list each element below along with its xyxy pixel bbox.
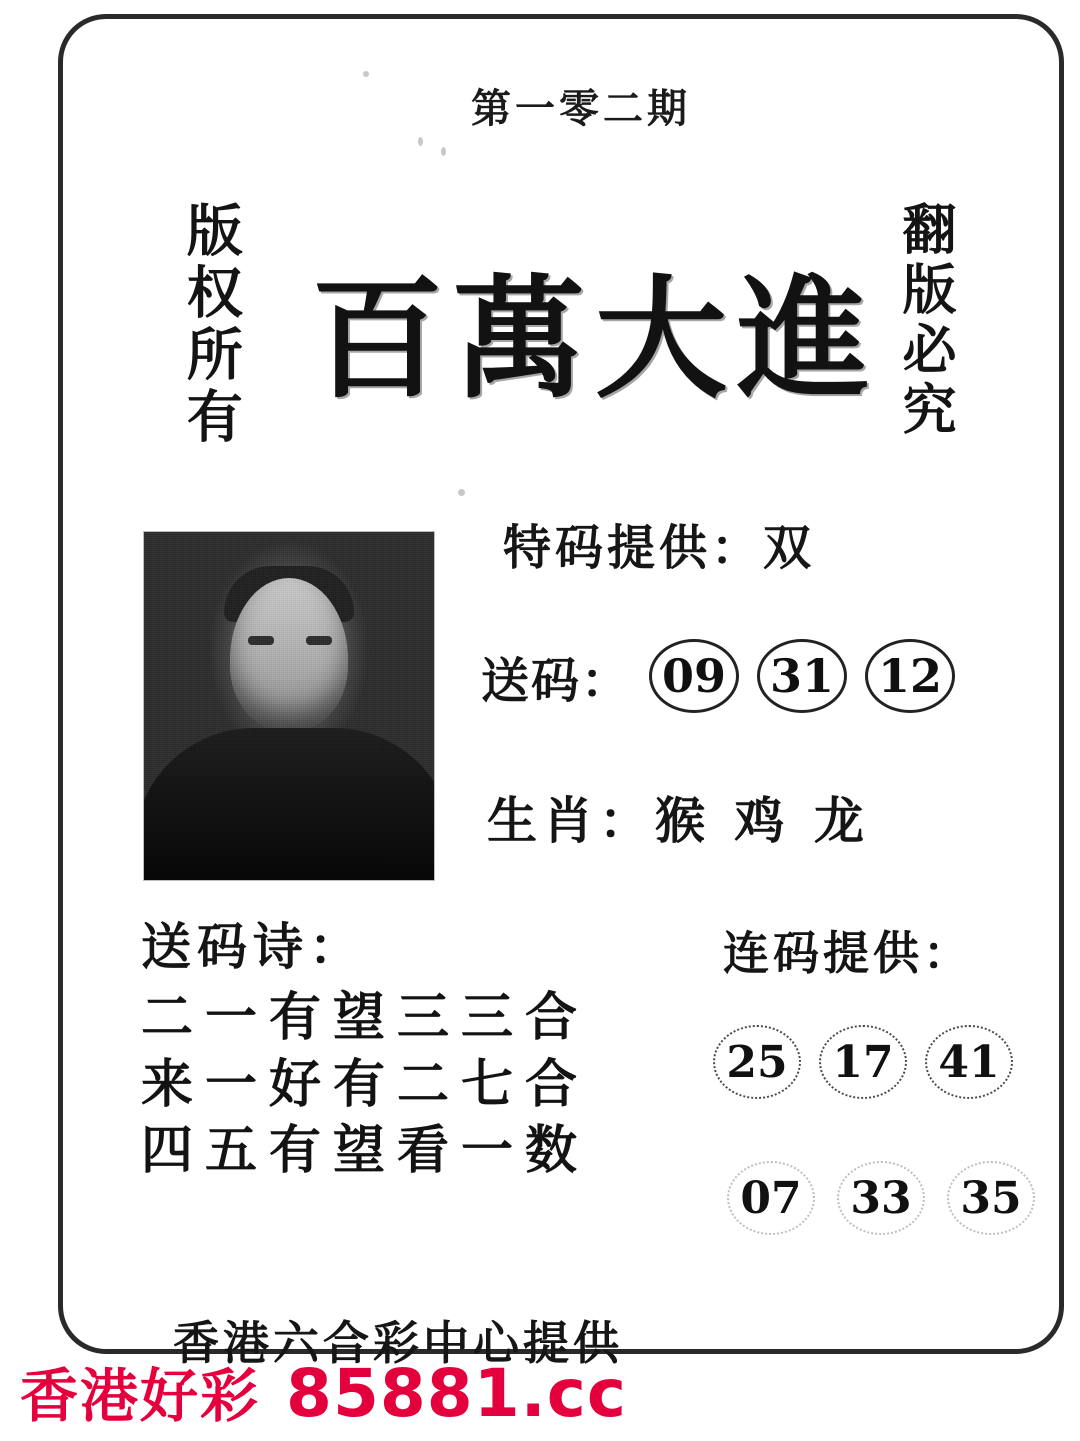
lian-code-block <box>723 917 1080 1235</box>
lian-code-row-2 <box>727 1161 1080 1235</box>
poem-line: 二一有望三三合 <box>141 987 590 1048</box>
poem-line: 四五有望看一数 <box>141 1120 590 1182</box>
scan-speck <box>441 147 446 156</box>
portrait-scan-noise <box>144 532 434 880</box>
watermark <box>20 1349 627 1433</box>
lian-code-title: 连码提供： <box>723 926 973 980</box>
lian-code-row-1 <box>713 1025 1080 1099</box>
send-code-ball: 09 <box>649 639 739 713</box>
watermark-site: 85881.cc <box>286 1355 627 1432</box>
scan-speck <box>363 71 369 77</box>
special-code-line: 特码提供：双 <box>503 520 816 576</box>
issue-number: 第一零二期 <box>471 85 691 132</box>
send-code-row <box>481 639 955 713</box>
card-footer-text: 香港六合彩中心提供 <box>173 1316 623 1370</box>
scan-speck <box>458 489 465 496</box>
lian-code-ball: 07 <box>727 1161 815 1235</box>
poster-card <box>58 14 1064 1370</box>
lian-code-ball: 35 <box>947 1161 1035 1235</box>
lian-code-ball: 25 <box>713 1025 801 1099</box>
zodiac-line: 生肖：猴 鸡 龙 <box>487 791 870 850</box>
send-code-ball: 12 <box>865 639 955 713</box>
lian-code-ball: 33 <box>837 1161 925 1235</box>
page-title: 百萬大進 <box>311 262 879 417</box>
lian-code-ball: 41 <box>925 1025 1013 1099</box>
send-code-label: 送码： <box>481 652 632 709</box>
send-code-ball: 31 <box>757 639 847 713</box>
poem-title: 送码诗： <box>141 917 365 976</box>
copyright-notice-right: 翻版必究 <box>894 201 958 441</box>
poem-block <box>141 907 589 1185</box>
watermark-label: 香港好彩 <box>20 1362 261 1430</box>
lian-code-ball: 17 <box>819 1025 907 1099</box>
portrait-photo <box>143 531 435 881</box>
poem-line: 来一好有二七合 <box>141 1053 590 1115</box>
scan-speck <box>418 137 423 146</box>
copyright-notice-left: 版权所有 <box>177 201 244 449</box>
